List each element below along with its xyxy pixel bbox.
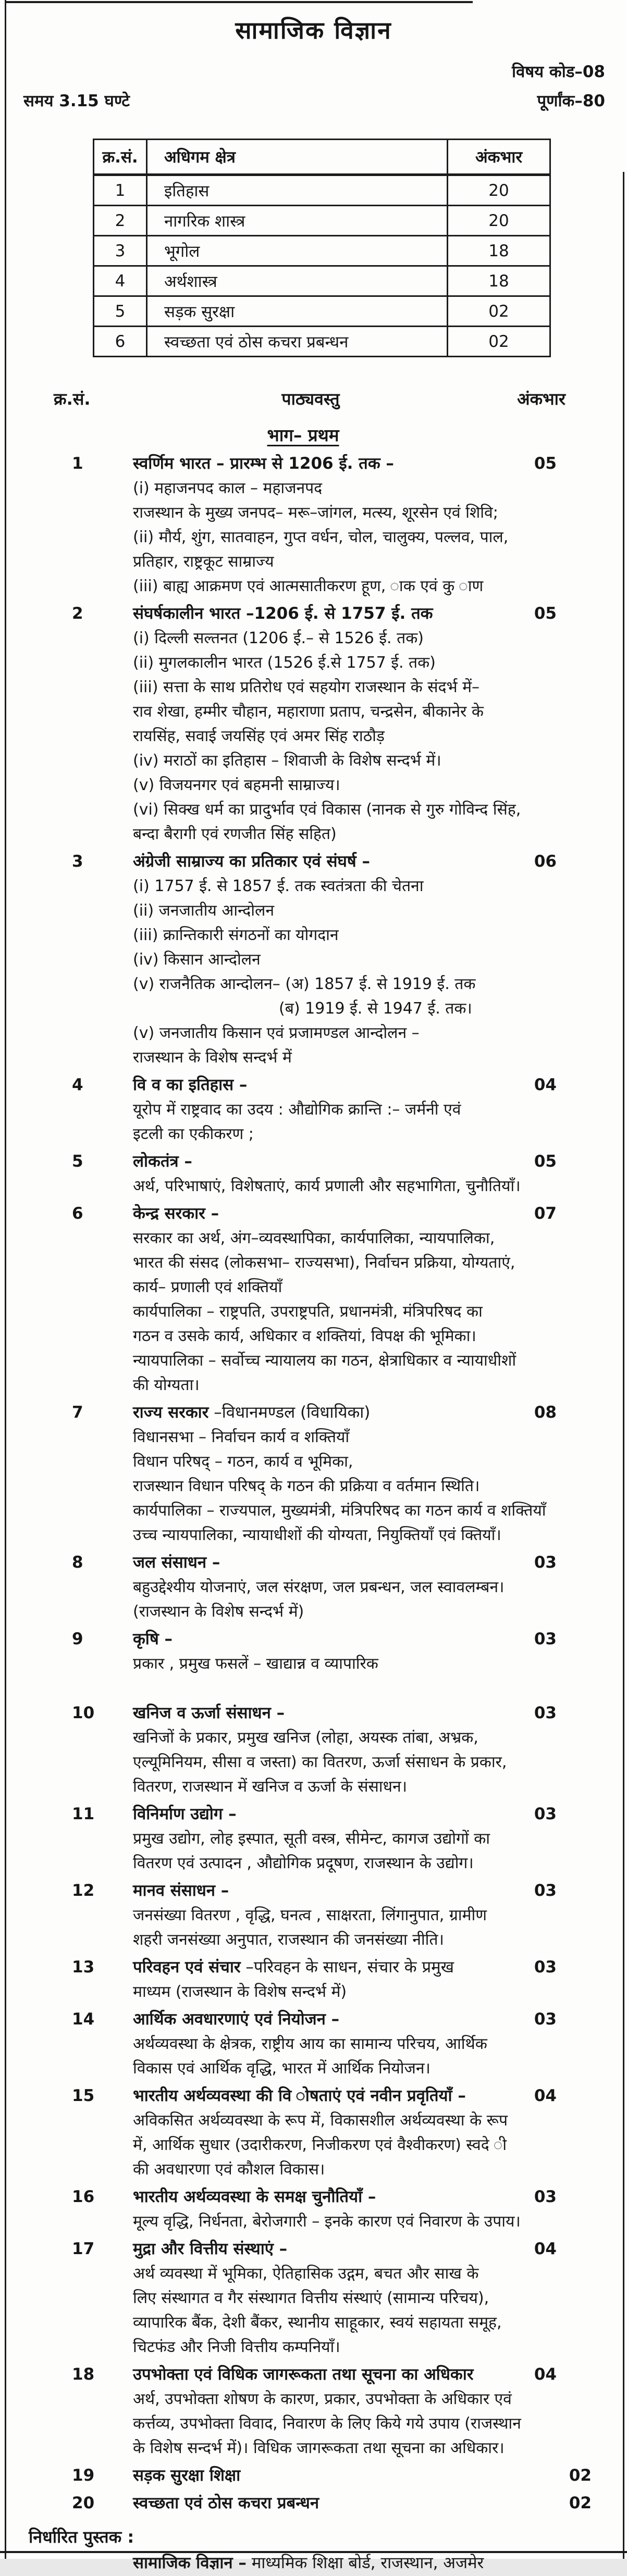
item-title [133, 2491, 523, 2516]
item-detail-line: बन्दा बैरागी एवं रणजीत सिंह सहित) [133, 825, 337, 843]
item-title-bold: अंग्रेजी साम्राज्य का प्रतिकार एवं संघर्ष – [133, 852, 370, 871]
item-number: 9 [72, 1630, 83, 1648]
item-number: 10 [72, 1704, 95, 1722]
syllabus-item-15 [0, 2084, 627, 2182]
item-marks: 04 [534, 2086, 557, 2105]
item-title-bold: मानव संसाधन – [133, 1881, 229, 1900]
item-number: 12 [72, 1881, 95, 1900]
syllabus-item-12 [0, 1879, 627, 1952]
item-detail-line: (ii) मौर्य, शुंग, सातवाहन, गुप्त वर्धन, चोल, चालुक्य, पल्लव, पाल, [133, 528, 509, 546]
item-detail-line: विधानसभा – निर्वाचन कार्य व शक्तियाँ [133, 1428, 350, 1446]
item-title [133, 1149, 523, 1174]
item-number: 14 [72, 2010, 95, 2029]
item-marks: 03 [534, 1630, 557, 1648]
item-detail-line: प्रतिहार, राष्ट्रकूट साम्राज्य [133, 553, 274, 571]
item-marks: 03 [534, 1805, 557, 1823]
subject-code: विषय कोड–08 [511, 62, 605, 81]
item-title-bold: खनिज व ऊर्जा संसाधन – [133, 1704, 285, 1722]
item-detail-line: की योग्यता। [133, 1376, 200, 1394]
item-detail-line: कर्त्तव्य, उपभोक्ता विवाद, निवारण के लिए किये गये उपाय (राजस्थान [133, 2415, 521, 2433]
item-marks: 04 [534, 2365, 557, 2384]
item-detail-line: अविकसित अर्थव्यवस्था के रूप में, विकासशील अर्थव्यवस्था के रूप [133, 2111, 508, 2130]
item-detail-line: व्यापारिक बैंक, देशी बैंकर, स्थानीय साहूकार, स्वयं सहायता समूह, [133, 2314, 502, 2332]
item-detail-line: राजस्थान के मुख्य जनपद– मरू–जांगल, मत्स्य, शूरसेन एवं शिवि; [133, 504, 498, 522]
item-detail-line: अर्थव्यवस्था के क्षेत्रक, राष्ट्रीय आय का सामान्य परिचय, आर्थिक [133, 2035, 487, 2053]
item-detail-line: राजस्थान विधान परिषद् के गठन की प्रक्रिया व वर्तमान स्थिति। [133, 1477, 480, 1495]
item-number: 1 [72, 454, 83, 473]
item-detail-line: गठन व उसके कार्य, अधिकार व शक्तियां, विपक्ष की भूमिका। [133, 1327, 476, 1345]
item-number: 2 [72, 604, 83, 623]
weightage-row [94, 296, 550, 327]
prescribed-book-name: सामाजिक विज्ञान – [133, 2554, 247, 2572]
weightage-cell-area: भूगोल [147, 236, 448, 266]
content-col-topic: पाठ्यवस्तु [281, 389, 340, 409]
syllabus-item-2 [0, 602, 627, 846]
syllabus-item-3 [0, 849, 627, 1070]
syllabus-item-18 [0, 2362, 627, 2460]
syllabus-item-7 [0, 1400, 627, 1547]
syllabus-item-6 [0, 1202, 627, 1397]
item-detail-line: (i) महाजनपद काल – महाजनपद [133, 479, 323, 497]
item-title [133, 602, 523, 626]
item-detail-line: (राजस्थान के विशेष सन्दर्भ में) [133, 1603, 304, 1621]
item-detail-line: कार्यपालिका – राष्ट्रपति, उपराष्ट्रपति, प्रधानमंत्री, मंत्रिपरिषद का [133, 1303, 483, 1321]
syllabus-item-13 [0, 1955, 627, 2004]
item-detail-line: के विशेष सन्दर्भ में)। विधिक जागरूकता तथा सूचना का अधिकार। [133, 2439, 505, 2457]
item-title [133, 2362, 523, 2387]
item-title-bold: केन्द्र सरकार – [133, 1204, 219, 1223]
item-marks: 04 [534, 2240, 557, 2258]
item-title-bold: सड़क सुरक्षा शिक्षा [133, 2466, 241, 2485]
item-title [133, 1627, 523, 1652]
item-title [133, 1701, 523, 1725]
weightage-row [94, 175, 550, 206]
item-title-bold: भारतीय अर्थव्यवस्था की वि ोषताएं एवं नवीन प्रवृतियाँ – [133, 2086, 466, 2105]
item-number: 5 [72, 1152, 83, 1171]
item-detail-line: विधान परिषद् – गठन, कार्य व भूमिका, [133, 1453, 353, 1471]
item-detail-line: प्रमुख उद्योग, लोह इस्पात, सूती वस्त्र, सीमेन्ट, कागज उद्योगों का [133, 1830, 490, 1848]
item-title [133, 1879, 523, 1903]
item-marks: 03 [534, 2187, 557, 2206]
content-col-marks: अंकभार [517, 389, 565, 409]
weightage-cell-sno: 6 [94, 327, 147, 357]
item-detail-line: (iii) सत्ता के साथ प्रतिरोध एवं सहयोग राजस्थान के संदर्भ में– [133, 678, 480, 696]
item-number: 4 [72, 1076, 83, 1094]
item-title-bold: मुद्रा और वित्तीय संस्थाएं – [133, 2240, 288, 2258]
item-number: 13 [72, 1958, 95, 1977]
page-border-bottom [0, 2551, 627, 2553]
content-col-sno: क्र.सं. [54, 389, 91, 409]
item-marks: 03 [534, 1704, 557, 1722]
item-number: 20 [72, 2494, 95, 2512]
item-detail-line: माध्यम (राजस्थान के विशेष सन्दर्भ में) [133, 1983, 347, 2001]
item-number: 18 [72, 2365, 95, 2384]
item-detail-line: (iii) बाह्य आक्रमण एवं आत्मसातीकरण हूण, ाक एवं कु ाण [133, 577, 484, 595]
prescribed-book-section [0, 2524, 627, 2576]
weightage-col-marks: अंकभार [448, 140, 550, 175]
syllabus-item-11 [0, 1802, 627, 1875]
exam-time: समय 3.15 घण्टे [23, 92, 130, 110]
page-title: सामाजिक विज्ञान [235, 16, 392, 44]
weightage-cell-area: स्वच्छता एवं ठोस कचरा प्रबन्धन [147, 327, 448, 357]
item-title-bold: विनिर्माण उद्योग – [133, 1805, 237, 1823]
item-number: 8 [72, 1553, 83, 1572]
item-title-bold: भारतीय अर्थव्यवस्था के समक्ष चुनौतियाँ – [133, 2187, 376, 2206]
item-detail-line: सरकार का अर्थ, अंग–व्यवस्थापिका, कार्यपालिका, न्यायपालिका, [133, 1229, 495, 1247]
item-marks: 03 [534, 1958, 557, 1977]
item-detail-line: अर्थ व्यवस्था में भूमिका, ऐतिहासिक उद्गम, बचत और साख के [133, 2265, 479, 2283]
item-detail-line: वितरण, राजस्थान में खनिज व ऊर्जा के संसाधन। [133, 1778, 408, 1796]
prescribed-book-publisher: माध्यमिक शिक्षा बोर्ड, राजस्थान, अजमेर [246, 2554, 484, 2572]
weightage-cell-marks: 18 [448, 266, 550, 296]
item-marks: 04 [534, 1076, 557, 1094]
weightage-cell-marks: 18 [448, 236, 550, 266]
weightage-row [94, 266, 550, 296]
item-detail-line: (iv) मराठों का इतिहास – शिवाजी के विशेष सन्दर्भ में। [133, 752, 441, 770]
item-detail-line: राव शेखा, हम्मीर चौहान, महाराणा प्रताप, चन्द्रसेन, बीकानेर के [133, 703, 484, 721]
item-detail-line: अर्थ, परिभाषाएं, विशेषताएं, कार्य प्रणाली और सहभागिता, चुनौतियाँ। [133, 1177, 521, 1195]
weightage-cell-sno: 4 [94, 266, 147, 296]
item-title-bold: वि व का इतिहास – [133, 1076, 248, 1094]
item-detail-line: लिए संस्थागत व गैर संस्थागत वित्तीय संस्थाएं (सामान्य परिचय), [133, 2289, 489, 2307]
item-detail-line: बहुउद्देश्यीय योजनाएं, जल संरक्षण, जल प्रबन्धन, जल स्वावलम्बन। [133, 1578, 505, 1596]
item-detail-line: रायसिंह, सवाई जयसिंह एवं अमर सिंह राठौड़ [133, 727, 385, 745]
item-number: 19 [72, 2466, 95, 2485]
syllabus-item-5 [0, 1149, 627, 1198]
item-marks: 02 [569, 2494, 592, 2512]
item-title-bold: स्वच्छता एवं ठोस कचरा प्रबन्धन [133, 2494, 319, 2512]
weightage-cell-sno: 1 [94, 175, 147, 206]
item-detail-line: (ब) 1919 ई. से 1947 ई. तक। [279, 999, 472, 1018]
item-title-bold: उपभोक्ता एवं विधिक जागरूकता तथा सूचना का अधिकार [133, 2365, 474, 2384]
weightage-row [94, 327, 550, 357]
item-marks: 07 [534, 1204, 557, 1223]
item-detail-line: खनिजों के प्रकार, प्रमुख खनिज (लोहा, अयस्क तांबा, अभ्रक, [133, 1729, 478, 1747]
content-header [0, 387, 627, 414]
item-number: 17 [72, 2240, 95, 2258]
item-number: 11 [72, 1805, 95, 1823]
weightage-table-body [94, 175, 550, 357]
weightage-row [94, 236, 550, 266]
weightage-cell-area: सड़क सुरक्षा [147, 296, 448, 327]
weightage-row [94, 206, 550, 236]
item-detail-line: (iv) किसान आन्दोलन [133, 951, 261, 969]
item-number: 7 [72, 1403, 83, 1422]
item-detail-line: (v) विजयनगर एवं बहमनी साम्राज्य। [133, 776, 340, 794]
item-title [133, 1550, 523, 1575]
weightage-cell-area: नागरिक शास्त्र [147, 206, 448, 236]
item-detail-line: प्रकार , प्रमुख फसलें – खाद्यान्न व व्यापारिक [133, 1655, 378, 1673]
syllabus-item-8 [0, 1550, 627, 1624]
item-detail-line: न्यायपालिका – सर्वोच्च न्यायालय का गठन, क्षेत्राधिकार व न्यायाधीशों [133, 1352, 517, 1370]
prescribed-book-entry [133, 2550, 627, 2576]
item-title-rest: –परिवहन के साधन, संचार के प्रमुख [240, 1958, 454, 1977]
item-title-bold: परिवहन एवं संचार [133, 1958, 241, 1977]
syllabus-items [0, 452, 627, 2516]
weightage-cell-area: इतिहास [147, 175, 448, 206]
weightage-table [93, 139, 551, 357]
item-number: 16 [72, 2187, 95, 2206]
item-detail-line: मूल्य वृद्धि, निर्धनता, बेरोजगारी – इनके कारण एवं निवारण के उपाय। [133, 2212, 521, 2231]
weightage-col-area: अधिगम क्षेत्र [147, 140, 448, 175]
page-border-top [5, 1, 473, 3]
item-title-bold: आर्थिक अवधारणाएं एवं नियोजन – [133, 2010, 340, 2029]
item-title [133, 2007, 523, 2032]
item-title-bold: राज्य सरकार [133, 1403, 209, 1422]
item-number: 15 [72, 2086, 95, 2105]
item-title [133, 1073, 523, 1097]
syllabus-item-1 [0, 452, 627, 598]
item-detail-line: (ii) जनजातीय आन्दोलन [133, 902, 274, 920]
syllabus-item-9 [0, 1627, 627, 1676]
item-title [133, 2185, 523, 2209]
item-marks: 03 [534, 2010, 557, 2029]
item-detail-line: उच्च न्यायपालिका, न्यायाधीशों की योग्यता, नियुक्तियाँ एवं क्तियाँ। [133, 1526, 501, 1544]
weightage-cell-sno: 3 [94, 236, 147, 266]
item-detail-line: की अवधारणा एवं कौशल विकास। [133, 2160, 325, 2179]
item-detail-line: (v) जनजातीय किसान एवं प्रजामण्डल आन्दोलन – [133, 1024, 420, 1042]
item-title-bold: लोकतंत्र – [133, 1152, 192, 1171]
weightage-cell-sno: 5 [94, 296, 147, 327]
item-detail-line: जनसंख्या वितरण , वृद्धि, घनत्व , साक्षरता, लिंगानुपात, ग्रामीण [133, 1906, 487, 1924]
weightage-col-sno: क्र.सं. [94, 140, 147, 175]
item-marks: 03 [534, 1881, 557, 1900]
item-detail-line: (vi) सिक्ख धर्म का प्रादुर्भाव एवं विकास (नानक से गुरु गोविन्द सिंह, [133, 801, 521, 819]
item-number: 3 [72, 852, 83, 871]
item-detail-line: चिटफंड और निजी वित्तीय कम्पनियाँ। [133, 2338, 340, 2356]
item-title-rest: –विधानमण्डल (विधायिका) [208, 1403, 371, 1422]
item-detail-line: (i) 1757 ई. से 1857 ई. तक स्वतंत्रता की चेतना [133, 877, 424, 895]
item-detail-line: भारत की संसद (लोकसभा– राज्यसभा), निर्वाचन प्रक्रिया, योग्यताएं, [133, 1254, 515, 1272]
item-marks: 05 [534, 604, 557, 623]
item-marks: 05 [534, 1152, 557, 1171]
item-marks: 05 [534, 454, 557, 473]
item-title [133, 2237, 523, 2261]
item-title-bold: कृषि – [133, 1630, 173, 1648]
part-title: भाग– प्रथम [267, 425, 339, 445]
item-detail-line: इटली का एकीकरण ; [133, 1125, 254, 1143]
item-detail-line: कार्य– प्रणाली एवं शक्तियाँ [133, 1278, 282, 1296]
item-title-bold: जल संसाधन – [133, 1553, 220, 1572]
item-title [133, 2464, 523, 2488]
item-detail-line: अर्थ, उपभोक्ता शोषण के कारण, प्रकार, उपभोक्ता के अधिकार एवं [133, 2390, 512, 2408]
item-detail-line: (v) राजनैतिक आन्दोलन– (अ) 1857 ई. से 1919 ई. तक [133, 975, 476, 993]
item-title-bold: स्वर्णिम भारत – प्रारम्भ से 1206 ई. तक – [133, 454, 394, 473]
syllabus-item-4 [0, 1073, 627, 1146]
weightage-table-head [94, 140, 550, 175]
syllabus-item-16 [0, 2185, 627, 2234]
syllabus-item-20 [0, 2491, 627, 2516]
weightage-cell-marks: 02 [448, 327, 550, 357]
weightage-cell-marks: 20 [448, 206, 550, 236]
item-marks: 08 [534, 1403, 557, 1422]
syllabus-item-10 [0, 1701, 627, 1799]
item-detail-line: राजस्थान के विशेष सन्दर्भ में [133, 1048, 292, 1067]
item-detail-line: वितरण एवं उत्पादन , औद्योगिक प्रदूषण, राजस्थान के उद्योग। [133, 1854, 474, 1872]
item-title [133, 452, 523, 476]
item-detail-line: (i) दिल्ली सल्तनत (1206 ई.– से 1526 ई. तक) [133, 629, 424, 647]
item-marks: 03 [534, 1553, 557, 1572]
item-detail-line: (iii) क्रान्तिकारी संगठनों का योगदान [133, 926, 339, 944]
item-title [133, 2084, 523, 2108]
item-title-bold: संघर्षकालीन भारत –1206 ई. से 1757 ई. तक [133, 604, 433, 623]
item-number: 6 [72, 1204, 83, 1223]
item-detail-line: कार्यपालिका – राज्यपाल, मुख्यमंत्री, मंत्रिपरिषद का गठन कार्य व शक्तियाँ [133, 1502, 546, 1520]
item-detail-line: एल्यूमिनियम, सीसा व जस्ता) का वितरण, ऊर्जा संसाधन के प्रकार, [133, 1753, 507, 1771]
item-marks: 06 [534, 852, 557, 871]
syllabus-item-19 [0, 2464, 627, 2488]
weightage-cell-area: अर्थशास्त्र [147, 266, 448, 296]
item-marks: 02 [569, 2466, 592, 2485]
item-title [133, 849, 523, 874]
prescribed-book-label: निर्धारित पुस्तक : [29, 2527, 134, 2547]
syllabus-item-17 [0, 2237, 627, 2359]
item-detail-line: (ii) मुगलकालीन भारत (1526 ई.से 1757 ई. तक) [133, 654, 436, 672]
max-marks: पूर्णांक–80 [537, 92, 605, 110]
weightage-cell-marks: 02 [448, 296, 550, 327]
item-detail-line: यूरोप में राष्ट्रवाद का उदय : औद्योगिक क्रान्ति :– जर्मनी एवं [133, 1101, 461, 1119]
weightage-cell-marks: 20 [448, 175, 550, 206]
item-detail-line: में, आर्थिक सुधार (उदारीकरण, निजीकरण एवं वैश्वीकरण) स्वदे ी [133, 2136, 507, 2154]
item-title [133, 1802, 523, 1827]
item-detail-line: शहरी जनसंख्या अनुपात, राजस्थान की जनसंख्या नीति। [133, 1931, 444, 1949]
item-title [133, 1955, 523, 1980]
item-title [133, 1400, 523, 1425]
syllabus-item-14 [0, 2007, 627, 2081]
item-title [133, 1202, 523, 1226]
weightage-cell-sno: 2 [94, 206, 147, 236]
item-detail-line: विकास एवं आर्थिक वृद्धि, भारत में आर्थिक नियोजन। [133, 2059, 431, 2078]
